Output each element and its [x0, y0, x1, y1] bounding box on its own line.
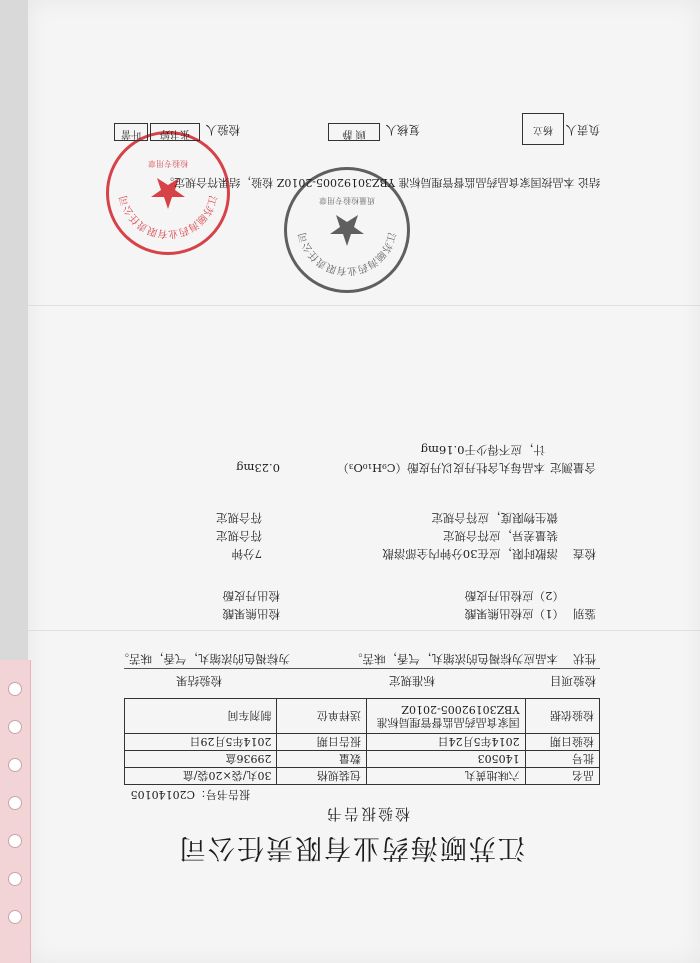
table-cell: 2014年5月24日: [366, 734, 525, 751]
table-row: [125, 699, 600, 734]
report-number: 报告书号：C20140105: [130, 788, 250, 801]
header-rule: [124, 668, 600, 669]
supervisor-label: 负责人: [565, 123, 600, 137]
stamp-arc-text: 江苏颐海药业有限责任公司: [118, 194, 218, 240]
inspector-signature: 叶蕾: [114, 123, 148, 141]
results-header-standard: 标准规定: [389, 674, 435, 688]
table-cell: 140503: [366, 751, 525, 768]
character-result: 为棕褐色的浓缩丸，气香，味苦。: [117, 652, 290, 666]
inspection-standard: 微生物限度，应符合规定: [431, 511, 558, 525]
identification-label: 鉴别: [573, 607, 596, 621]
company-title: 江苏颐海药业有限责任公司: [177, 832, 525, 863]
assay-standard: 计，应不得少于0.16mg: [420, 443, 545, 457]
inspection-result: 符合规定: [216, 529, 262, 543]
assay-label: 含量测定: [550, 461, 596, 475]
table-cell: 29936盒: [125, 751, 277, 768]
info-table: [124, 698, 600, 785]
inspection-label: 检查: [573, 547, 596, 561]
character-label: 性状: [573, 652, 596, 666]
inspector-signature: 张书婷: [150, 123, 200, 141]
table-cell: 检验日期: [525, 734, 599, 751]
stamp-sub-text: 质量检验专用章: [319, 196, 375, 205]
inspection-result: 符合规定: [216, 511, 262, 525]
reviewer-label: 复核人: [385, 123, 420, 137]
table-cell: 报告日期: [277, 734, 366, 751]
results-header-result: 检验结果: [176, 674, 222, 688]
identification-standard: （1）应检出熊果酸: [464, 607, 564, 621]
table-cell: 30丸/袋×20袋/盒: [125, 768, 277, 785]
table-cell: 品名: [525, 768, 599, 785]
table-row: [125, 734, 600, 751]
table-cell: 制剂车间: [125, 699, 277, 734]
table-row: [125, 751, 600, 768]
table-cell: 检验依据: [525, 699, 599, 734]
inspection-result: 7分钟: [231, 547, 262, 561]
report-title: 检验报告书: [324, 805, 410, 823]
conclusion: 结论 本品按国家食品药品监督管理局标准 YBZ30192005-2010Z 检验，结果符合规定。: [163, 176, 600, 189]
table-cell: 国家食品药品监督管理局标准 YBZ30192005-2010Z: [366, 699, 525, 734]
character-standard: 本品应为棕褐色的浓缩丸，气香，味苦。: [351, 652, 558, 666]
table-row: [125, 768, 600, 785]
table-cell: 六味地黄丸: [366, 768, 525, 785]
inspection-standard: 溶散时限，应在30分钟内全部溶散: [382, 547, 558, 561]
table-cell: 包装规格: [277, 768, 366, 785]
inspector-label: 检验人: [205, 123, 240, 137]
inspection-stamp-red: [106, 131, 230, 255]
stamp-sub-text: 检验专用章: [148, 159, 188, 168]
table-cell: 数量: [277, 751, 366, 768]
table-cell: 送样单位: [277, 699, 366, 734]
identification-result: 检出熊果酸: [222, 607, 280, 621]
identification-result: 检出丹皮酚: [222, 589, 280, 603]
assay-result: 0.23mg: [236, 461, 280, 475]
table-cell: 2014年5月29日: [125, 734, 277, 751]
inspection-standard: 装量差异，应符合规定: [443, 529, 558, 543]
results-header-item: 检验项目: [550, 674, 596, 688]
table-cell: 批号: [525, 751, 599, 768]
identification-standard: （2）应检出丹皮酚: [464, 589, 564, 603]
stamp-arc-text: 江苏颐海药业有限责任公司: [297, 231, 397, 277]
reviewer-signature: 顾 静: [328, 123, 380, 141]
supervisor-signature: 杨立: [522, 113, 564, 145]
assay-standard: 本品每丸含牡丹皮以丹皮酚（C₉H₁₀O₃）: [337, 461, 545, 475]
